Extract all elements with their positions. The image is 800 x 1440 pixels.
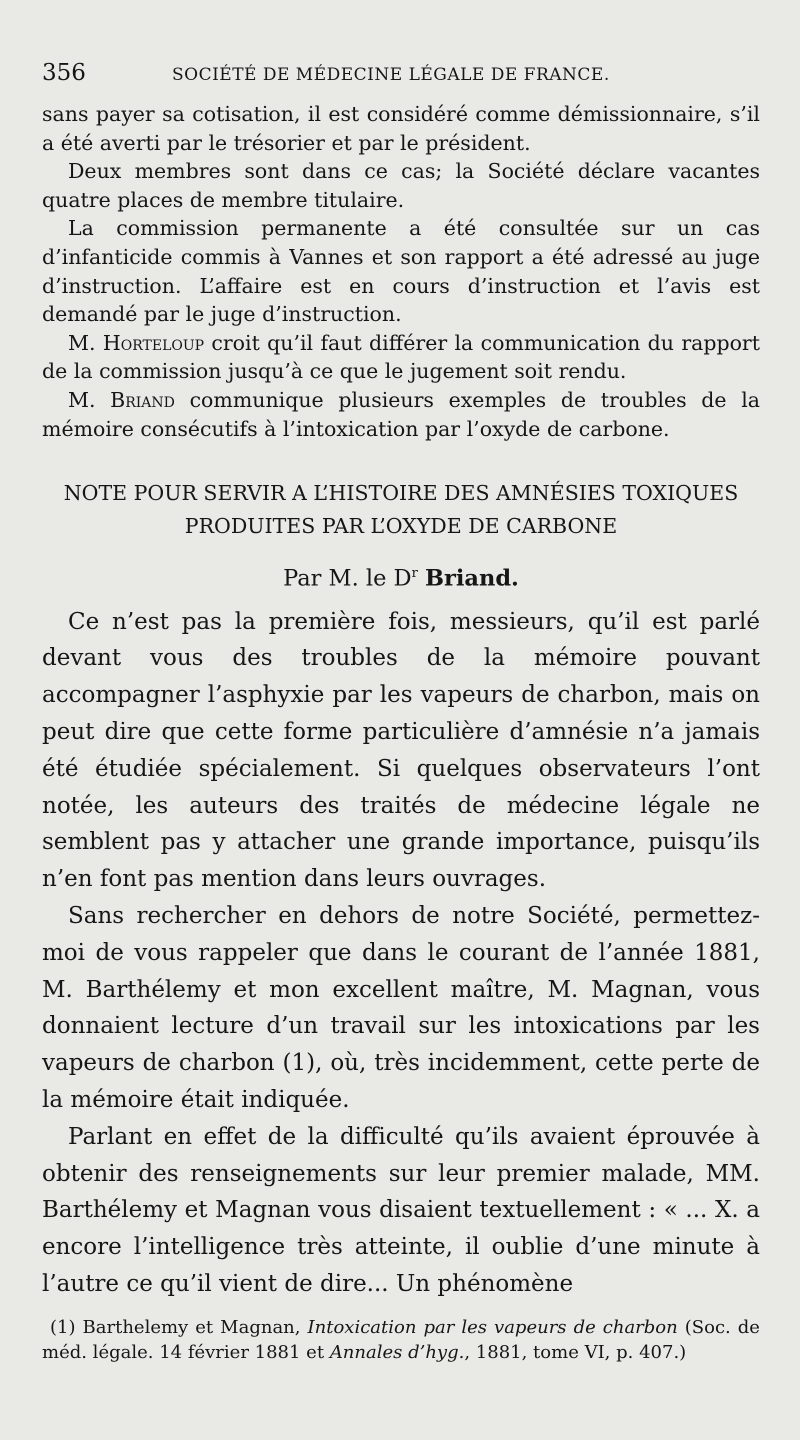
byline-author: Briand. bbox=[424, 565, 519, 592]
article-byline bbox=[42, 557, 760, 596]
meeting-minutes bbox=[42, 100, 760, 443]
article-body bbox=[42, 604, 760, 1303]
footnote-part: (Soc. de méd. légale. 14 février 1881 et bbox=[42, 1316, 760, 1363]
minutes-paragraph: Deux membres sont dans ce cas; la Société déclare vacantes quatre places de membre titulaire. bbox=[42, 159, 760, 212]
byline-superscript: r bbox=[411, 566, 418, 582]
minutes-paragraph bbox=[42, 329, 760, 386]
speaker-name: Briand bbox=[110, 387, 175, 412]
minutes-paragraph: La commission permanente a été consultée sur un cas d’infanticide commis à Vannes et son rapport a été adressé au juge d’instruction. L’affaire est en cours d’instruction et l’avis est demandé par le juge d’instruction. bbox=[42, 216, 760, 327]
speaker-name: Horteloup bbox=[102, 330, 205, 355]
byline-prefix: Par M. le D bbox=[283, 565, 412, 592]
footnote-part: (1) Barthelemy et Magnan, bbox=[50, 1316, 301, 1338]
footnote bbox=[42, 1315, 760, 1365]
running-header bbox=[42, 60, 760, 96]
page-number: 356 bbox=[42, 60, 86, 86]
footnote-part: , 1881, tome VI, p. 407.) bbox=[464, 1341, 687, 1363]
body-paragraph: Parlant en effet de la difficulté qu’ils avaient éprouvée à obtenir des renseignements sur leur premier malade, MM. Barthélemy et Magnan vous disaient textuellement : « ... X. a encore l’intelligence très atteinte, il oublie d’une minute à l’autre ce qu’il vient de dire... Un phénomène bbox=[42, 1123, 760, 1297]
article-title bbox=[42, 477, 760, 543]
article-title-line: PRODUITES PAR L’OXYDE DE CARBONE bbox=[184, 514, 618, 539]
footnote-title: Annales d’hyg. bbox=[329, 1341, 465, 1363]
speaker-prefix: M. bbox=[68, 330, 96, 355]
minutes-text: croit qu’il faut différer la communication du rapport de la commission jusqu’à ce que le jugement soit rendu. bbox=[42, 330, 760, 384]
body-paragraph: Ce n’est pas la première fois, messieurs, qu’il est parlé devant vous des troubles de la mémoire pouvant accompagner l’asphyxie par les vapeurs de charbon, mais on peut dire que cette forme particulière d’amnésie n’a jamais été étudiée spécialement. Si quelques observateurs l’ont notée, les auteurs des traités de médecine légale ne semblent pas y attacher une grande importance, puisqu’ils n’en font pas mention dans leurs ouvrages. bbox=[42, 608, 760, 893]
minutes-paragraph: sans payer sa cotisation, il est considéré comme démissionnaire, s’il a été averti par le trésorier et par le président. bbox=[42, 102, 760, 155]
minutes-text: communique plusieurs exemples de troubles de la mémoire consécutifs à l’intoxication par l’oxyde de carbone. bbox=[42, 387, 760, 441]
minutes-paragraph bbox=[42, 386, 760, 443]
running-title: SOCIÉTÉ DE MÉDECINE LÉGALE DE FRANCE. bbox=[172, 65, 610, 85]
speaker-prefix: M. bbox=[68, 387, 96, 412]
body-paragraph: Sans rechercher en dehors de notre Société, permettez-moi de vous rappeler que dans le courant de l’année 1881, M. Barthélemy et mon excellent maître, M. Magnan, vous donnaient lecture d’un travail sur les intoxications par les vapeurs de charbon (1), où, très incidemment, cette perte de la mémoire était indiquée. bbox=[42, 903, 760, 1113]
footnote-text bbox=[42, 1315, 760, 1365]
article-title-line: NOTE POUR SERVIR A L’HISTOIRE DES AMNÉSIES TOXIQUES bbox=[63, 481, 739, 506]
footnote-title: Intoxication par les vapeurs de charbon bbox=[307, 1316, 678, 1338]
